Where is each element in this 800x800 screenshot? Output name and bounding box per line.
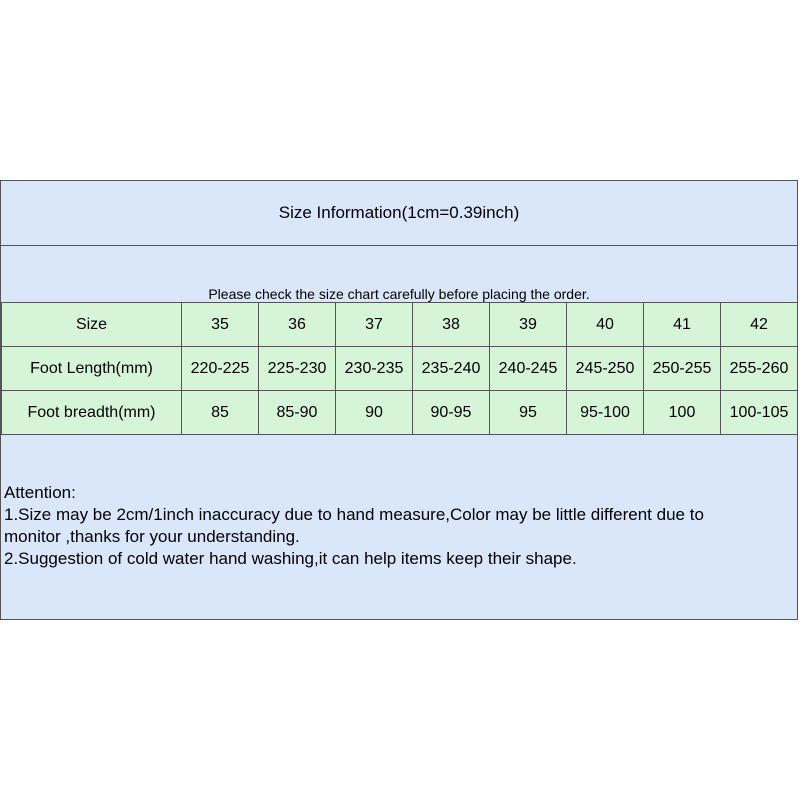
attention-notes <box>4 482 784 570</box>
table-cell: 40 <box>567 303 644 347</box>
table-cell: 35 <box>182 303 259 347</box>
table-cell: 255-260 <box>721 347 798 391</box>
notice-band <box>1 246 797 302</box>
table-cell: 90-95 <box>413 391 490 435</box>
table-cell: 100-105 <box>721 391 798 435</box>
table-cell: 90 <box>336 391 413 435</box>
table-cell: 85-90 <box>259 391 336 435</box>
row-label: Foot Length(mm) <box>2 347 182 391</box>
table-cell: 220-225 <box>182 347 259 391</box>
order-notice: Please check the size chart carefully before placing the order. <box>208 286 590 302</box>
table-row-size <box>2 303 798 347</box>
table-cell: 240-245 <box>490 347 567 391</box>
table-cell: 38 <box>413 303 490 347</box>
table-cell: 85 <box>182 391 259 435</box>
table-cell: 230-235 <box>336 347 413 391</box>
attention-heading: Attention: <box>4 483 76 502</box>
size-table <box>1 302 798 435</box>
size-chart-sheet <box>0 180 798 620</box>
table-cell: 39 <box>490 303 567 347</box>
table-cell: 37 <box>336 303 413 347</box>
row-label: Foot breadth(mm) <box>2 391 182 435</box>
table-row-foot-breadth <box>2 391 798 435</box>
row-label: Size <box>2 303 182 347</box>
table-cell: 95-100 <box>567 391 644 435</box>
table-cell: 41 <box>644 303 721 347</box>
attention-line-2: 2.Suggestion of cold water hand washing,it can help items keep their shape. <box>4 549 577 568</box>
attention-line-1: 1.Size may be 2cm/1inch inaccuracy due to hand measure,Color may be little different due to <box>4 505 704 524</box>
title-band <box>1 181 797 246</box>
table-cell: 95 <box>490 391 567 435</box>
table-cell: 250-255 <box>644 347 721 391</box>
table-cell: 36 <box>259 303 336 347</box>
table-row-foot-length <box>2 347 798 391</box>
table-cell: 245-250 <box>567 347 644 391</box>
table-cell: 225-230 <box>259 347 336 391</box>
table-cell: 100 <box>644 391 721 435</box>
table-cell: 42 <box>721 303 798 347</box>
table-cell: 235-240 <box>413 347 490 391</box>
attention-line-1-continued: monitor ,thanks for your understanding. <box>4 527 300 546</box>
size-info-title: Size Information(1cm=0.39inch) <box>278 203 520 222</box>
